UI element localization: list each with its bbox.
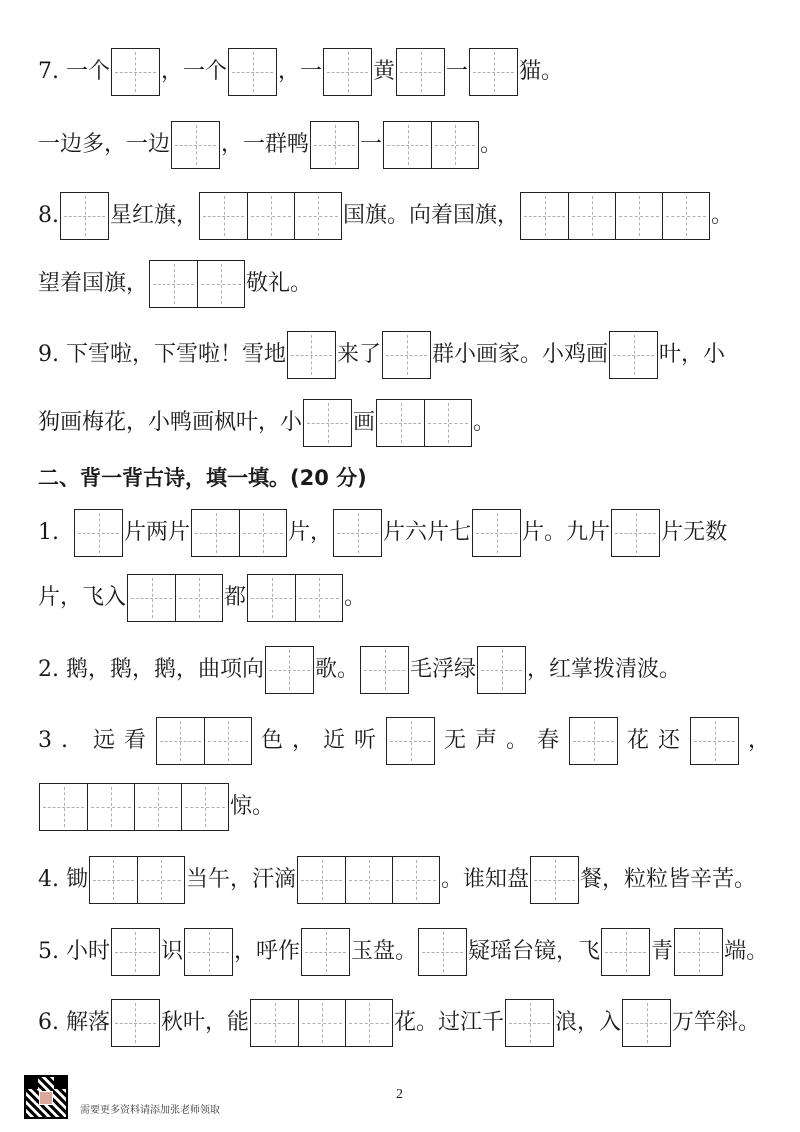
text: 青 (651, 939, 674, 964)
text: 4. 锄 (38, 867, 88, 892)
answer-box[interactable] (376, 399, 472, 447)
poem-1-line-1 (38, 508, 786, 558)
poem-2-line (38, 645, 786, 695)
section-two-title: 二、背一背古诗，填一填。(20 分) (38, 466, 367, 490)
q7-line-1 (38, 47, 786, 97)
text: 惊。 (230, 794, 275, 819)
answer-box[interactable] (333, 509, 382, 557)
answer-box[interactable] (383, 121, 479, 169)
footer-note: 需要更多资料请添加张老师领取 (80, 1105, 220, 1116)
text: 。 (480, 132, 503, 157)
answer-box[interactable] (505, 999, 554, 1047)
text: 秋叶，能 (160, 1010, 249, 1035)
answer-box[interactable] (127, 574, 223, 622)
answer-box[interactable] (149, 260, 245, 308)
q8-line-1 (38, 191, 786, 241)
answer-box[interactable] (611, 509, 660, 557)
text: ， (748, 728, 771, 753)
answer-box[interactable] (323, 48, 372, 96)
answer-box[interactable] (301, 928, 350, 976)
text: 黄 (373, 59, 396, 84)
text: 一 (360, 132, 383, 157)
text: 9. 下雪啦，下雪啦！雪地 (38, 342, 286, 367)
text: ，呼作 (234, 939, 301, 964)
text: 疑瑶台镜，飞 (468, 939, 601, 964)
poem-4-line (38, 855, 786, 905)
answer-box[interactable] (171, 121, 220, 169)
answer-box[interactable] (530, 856, 579, 904)
text: 2. 鹅，鹅，鹅，曲项向 (38, 657, 264, 682)
text: 6. 解落 (38, 1010, 110, 1035)
text: 片六片七 (383, 520, 472, 545)
text: 1. (38, 520, 59, 545)
answer-box[interactable] (569, 717, 618, 765)
text: 7. 一个 (38, 59, 110, 84)
text: 毛浮绿 (410, 657, 477, 682)
answer-box[interactable] (382, 331, 431, 379)
answer-box[interactable] (111, 48, 160, 96)
text: 片两片 (124, 520, 191, 545)
answer-box[interactable] (477, 646, 526, 694)
text: 万竿斜。 (672, 1010, 761, 1035)
text: 片。九片 (522, 520, 611, 545)
text: 一 (446, 59, 469, 84)
text: 。 (711, 203, 734, 228)
text: 群小画家。小鸡画 (432, 342, 609, 367)
answer-box[interactable] (690, 717, 739, 765)
answer-box[interactable] (247, 574, 343, 622)
text: 。 (344, 585, 367, 610)
text: 敬礼。 (246, 271, 313, 296)
poem-1-line-2 (38, 573, 786, 623)
answer-box[interactable] (622, 999, 671, 1047)
text: 花还 (627, 728, 690, 753)
text: 片，飞入 (38, 585, 127, 610)
text: ，红掌拨清波。 (527, 657, 682, 682)
text: 画 (353, 410, 376, 435)
answer-box[interactable] (674, 928, 723, 976)
text: 识 (160, 939, 183, 964)
text: 端。 (724, 939, 769, 964)
answer-box[interactable] (601, 928, 650, 976)
q7-line-2 (38, 120, 786, 170)
answer-box[interactable] (111, 928, 160, 976)
text: 餐，粒粒皆辛苦。 (580, 867, 757, 892)
text: 。谁知盘 (441, 867, 530, 892)
answer-box[interactable] (89, 856, 185, 904)
text: ，一个 (160, 59, 227, 84)
answer-box[interactable] (418, 928, 467, 976)
answer-box[interactable] (228, 48, 277, 96)
answer-box[interactable] (297, 856, 440, 904)
text: 一边多，一边 (38, 132, 171, 157)
answer-box[interactable] (303, 399, 352, 447)
text: 来了 (336, 342, 381, 367)
text: 狗画梅花，小鸭画枫叶，小 (38, 410, 303, 435)
text: 歌。 (314, 657, 359, 682)
avatar (39, 1091, 53, 1105)
text: 无声。春 (444, 728, 569, 753)
answer-box[interactable] (156, 717, 252, 765)
text: 。 (473, 410, 496, 435)
answer-box[interactable] (609, 331, 658, 379)
text: 8. (38, 203, 59, 228)
page-footer (18, 1071, 782, 1121)
answer-box[interactable] (74, 509, 123, 557)
answer-box[interactable] (469, 48, 518, 96)
text: 叶，小 (659, 342, 726, 367)
q8-line-2 (38, 259, 786, 309)
page-number: 2 (396, 1087, 403, 1102)
answer-box[interactable] (111, 999, 160, 1047)
text: 星红旗， (110, 203, 199, 228)
answer-box[interactable] (287, 331, 336, 379)
answer-box[interactable] (310, 121, 359, 169)
text: 猫。 (519, 59, 564, 84)
answer-box[interactable] (265, 646, 314, 694)
poem-5-line (38, 927, 786, 977)
text: 国旗。向着国旗， (343, 203, 520, 228)
answer-box[interactable] (199, 192, 342, 240)
text: 5. 小时 (38, 939, 110, 964)
text: 片无数 (661, 520, 728, 545)
answer-box[interactable] (60, 192, 109, 240)
text: 3. 远看 (38, 728, 155, 753)
text: 都 (224, 585, 247, 610)
text: 望着国旗， (38, 271, 149, 296)
text: 玉盘。 (351, 939, 418, 964)
text: ，一 (278, 59, 323, 84)
answer-box[interactable] (520, 192, 710, 240)
answer-box[interactable] (472, 509, 521, 557)
answer-box[interactable] (386, 717, 435, 765)
poem-3-line-2 (38, 782, 786, 832)
answer-box[interactable] (250, 999, 393, 1047)
text: 色，近听 (260, 728, 385, 753)
q9-line-2 (38, 398, 786, 448)
text: ，一群鸭 (221, 132, 310, 157)
q9-line-1 (38, 330, 786, 380)
poem-3-line-1 (38, 716, 786, 766)
answer-box[interactable] (191, 509, 287, 557)
text: 当午，汗滴 (185, 867, 296, 892)
text: 片， (288, 520, 333, 545)
answer-box[interactable] (396, 48, 445, 96)
answer-box[interactable] (39, 783, 229, 831)
answer-box[interactable] (360, 646, 409, 694)
answer-box[interactable] (184, 928, 233, 976)
text: 花。过江千 (394, 1010, 505, 1035)
text: 浪，入 (555, 1010, 622, 1035)
poem-6-line (38, 998, 786, 1048)
